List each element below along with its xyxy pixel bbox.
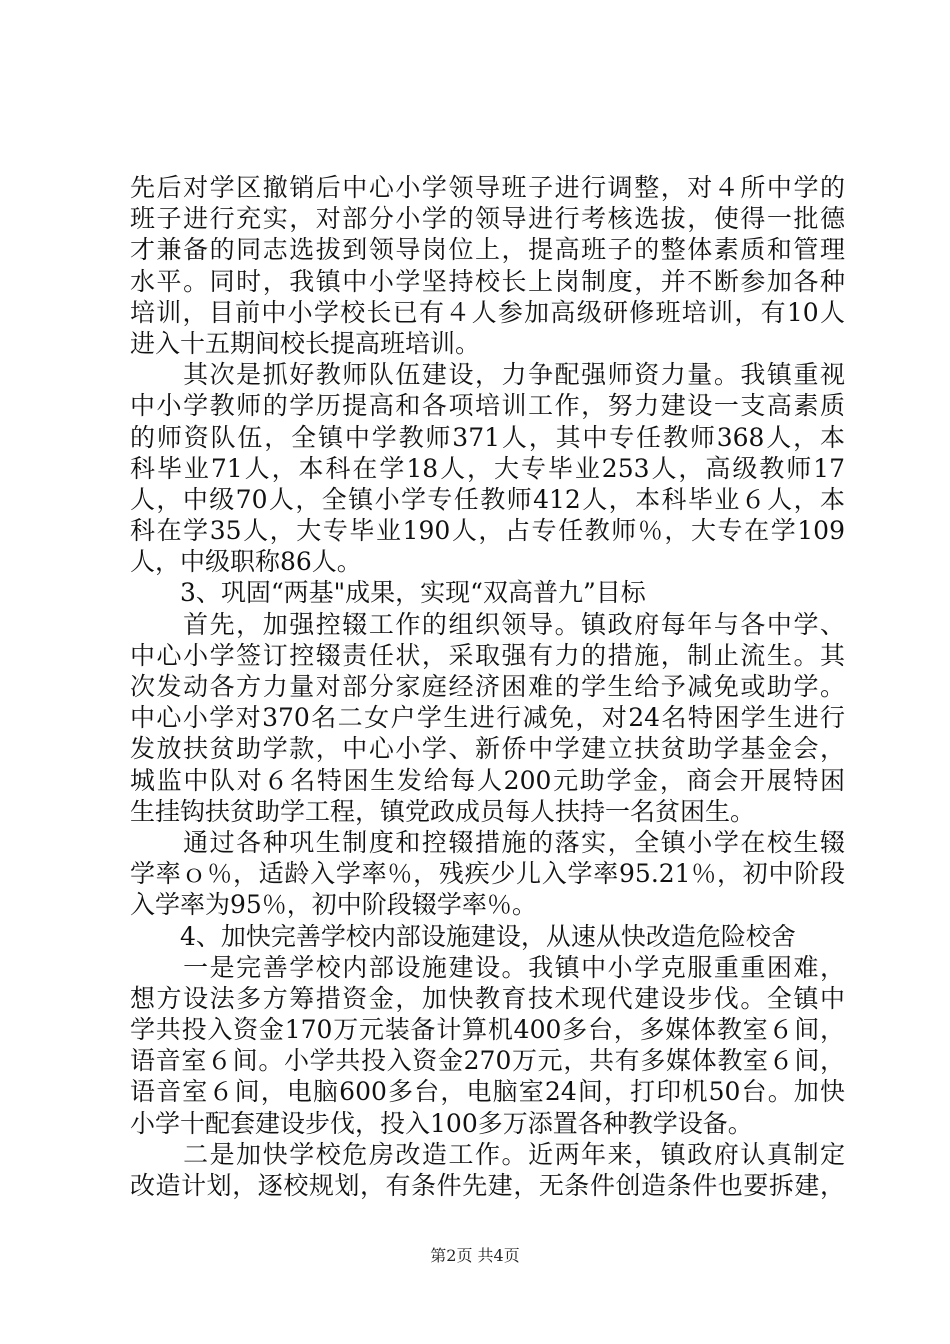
text-line: 人，中级70人，全镇小学专任教师412人，本科毕业６人，本 <box>130 484 845 514</box>
text-line: 次发动各方力量对部分家庭经济困难的学生给予减免或助学。 <box>130 672 845 701</box>
text-line: 中心小学签订控辍责任状，采取强有力的措施，制止流生。其 <box>130 640 845 670</box>
text-line: 科在学35人，大专毕业190人，占专任教师％，大专在学109 <box>130 516 845 546</box>
text-line: 想方设法多方筹措资金，加快教育技术现代建设步伐。全镇中 <box>130 983 845 1013</box>
text-line: 学率ｏ％，适龄入学率％，残疾少儿入学率95.21％，初中阶段 <box>130 859 845 889</box>
text-line: 科毕业71人，本科在学18人，大专毕业253人，高级教师17 <box>130 453 845 483</box>
document-body <box>130 172 845 1201</box>
text-line: 培训，目前中小学校长已有４人参加高级研修班培训，有10人 <box>130 297 845 327</box>
text-line: 水平。同时，我镇中小学坚持校长上岗制度，并不断参加各种 <box>130 266 845 296</box>
text-line: 一是完善学校内部设施建设。我镇中小学克服重重困难， <box>130 952 845 982</box>
text-line: 学共投入资金170万元装备计算机400多台，多媒体教室６间， <box>130 1015 845 1045</box>
text-line: 班子进行充实，对部分小学的领导进行考核选拔，使得一批德 <box>130 204 845 234</box>
text-line: 二是加快学校危房改造工作。近两年来，镇政府认真制定 <box>130 1139 845 1169</box>
text-line: 3、巩固“两基"成果，实现“双高普九”目标 <box>130 578 646 608</box>
text-line: 语音室６间。小学共投入资金270万元，共有多媒体教室６间， <box>130 1046 845 1076</box>
text-line: 入学率为95％，初中阶段辍学率％。 <box>130 890 537 920</box>
text-line: 生挂钩扶贫助学工程，镇党政成员每人扶持一名贫困生。 <box>130 796 756 826</box>
text-line: 其次是抓好教师队伍建设，力争配强师资力量。我镇重视 <box>130 360 845 390</box>
text-line: 语音室６间，电脑600多台，电脑室24间，打印机50台。加快 <box>130 1077 845 1107</box>
text-line: 改造计划，逐校规划，有条件先建，无条件创造条件也要拆建， <box>130 1171 845 1200</box>
text-line: 中小学教师的学历提高和各项培训工作，努力建设一支高素质 <box>130 391 845 421</box>
text-line: 首先，加强控辍工作的组织领导。镇政府每年与各中学、 <box>130 609 845 639</box>
text-line: 先后对学区撤销后中心小学领导班子进行调整，对４所中学的 <box>130 173 845 202</box>
text-line: 人，中级职称86人。 <box>130 547 362 577</box>
text-line: 通过各种巩生制度和控辍措施的落实，全镇小学在校生辍 <box>130 827 845 857</box>
text-line: 才兼备的同志选拔到领导岗位上，提高班子的整体素质和管理 <box>130 235 845 265</box>
page-footer: 第2页 共4页 <box>430 1246 520 1265</box>
text-line: 发放扶贫助学款，中心小学、新侨中学建立扶贫助学基金会， <box>130 734 845 764</box>
text-line: 进入十五期间校长提高班培训。 <box>130 328 481 358</box>
text-line: 小学十配套建设步伐，投入100多万添置各种教学设备。 <box>130 1108 753 1138</box>
text-line: 的师资队伍，全镇中学教师371人，其中专任教师368人，本 <box>130 422 845 452</box>
text-line: 4、加快完善学校内部设施建设，从速从快改造危险校舍 <box>130 921 796 951</box>
text-line: 城监中队对６名特困生发给每人200元助学金，商会开展特困 <box>130 765 845 795</box>
text-line: 中心小学对370名二女户学生进行减免，对24名特困学生进行 <box>130 703 845 733</box>
